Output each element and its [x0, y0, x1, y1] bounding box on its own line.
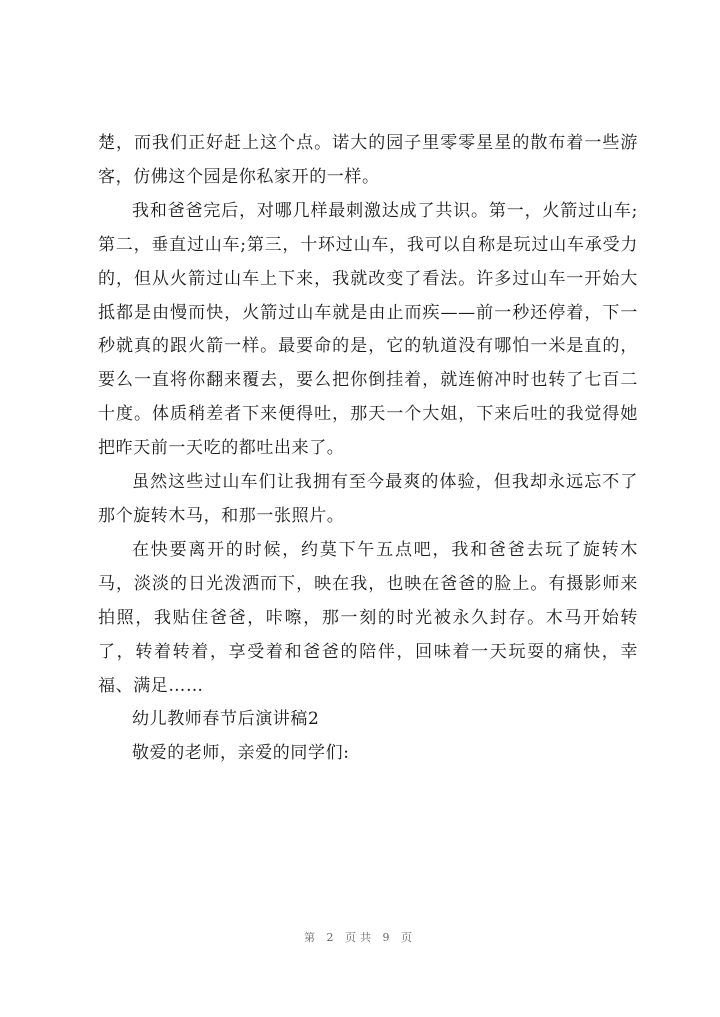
section-heading: 幼儿教师春节后演讲稿2 — [132, 709, 320, 730]
paragraph-3: 虽然这些过山车们让我拥有至今最爽的体验，但我却永远忘不了那个旋转木马，和那一张照片。 — [98, 472, 638, 526]
page-number-footer: 第 2 页共 9 页 — [304, 931, 416, 944]
salutation: 敬爱的老师，亲爱的同学们: — [132, 743, 350, 764]
paragraph-2: 我和爸爸完后，对哪几样最刺激达成了共识。第一，火箭过山车;第二，垂直过山车;第三，十环过山车，我可以自称是玩过山车承受力的，但从火箭过山车上下来，我就改变了看法。许多过山车一开始大抵都是由慢而快，火箭过山车就是由止而疾——前一秒还停着，下一秒就真的跟火箭一样。最要命的是，它的轨道没有哪怕一米是直的，要么一直将你翻来覆去，要么把你倒挂着，就连俯冲时也转了七百二十度。体质稍差者下来便得吐，那天一个大姐，下来后吐的我觉得她把昨天前一天吃的都吐出来了。 — [98, 200, 638, 459]
document-body — [98, 127, 638, 771]
paragraph-1: 楚，而我们正好赶上这个点。诺大的园子里零零星星的散布着一些游客，仿佛这个园是你私家开的一样。 — [98, 133, 638, 187]
paragraph-4: 在快要离开的时候，约莫下午五点吧，我和爸爸去玩了旋转木马，淡淡的日光泼洒而下，映在我，也映在爸爸的脸上。有摄影师来拍照，我贴住爸爸，咔嚓，那一刻的时光被永久封存。木马开始转了，转着转着，享受着和爸爸的陪伴，回味着一天玩耍的痛快，幸福、满足…… — [98, 539, 638, 696]
